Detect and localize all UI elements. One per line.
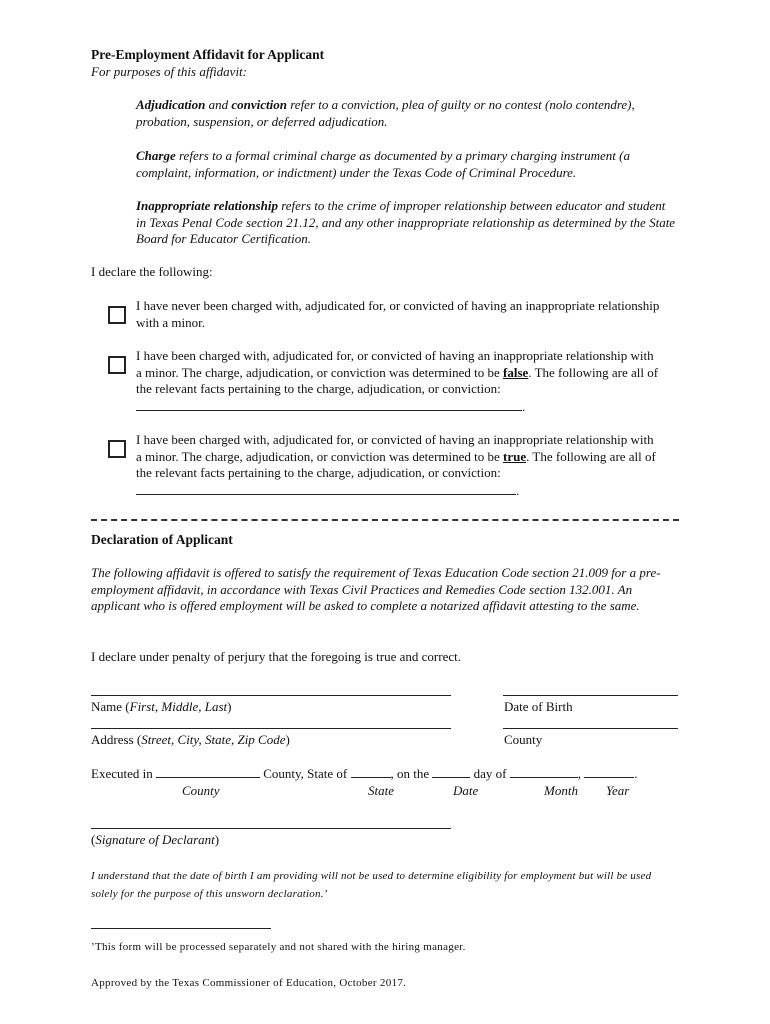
term-charge: Charge — [136, 148, 176, 163]
sub-date-label: Date — [453, 783, 479, 798]
term-conviction: conviction — [231, 97, 287, 112]
facts-field-false[interactable] — [136, 398, 522, 411]
approval-line: Approved by the Texas Commissioner of Education, October 2017. — [91, 977, 407, 989]
declaration-heading: Declaration of Applicant — [91, 532, 233, 547]
checkbox-never-charged[interactable] — [108, 306, 126, 324]
executed-state-field[interactable] — [351, 765, 391, 778]
footnote-rule — [91, 928, 271, 929]
sub-month-label: Month — [544, 783, 578, 798]
checkbox-charged-false[interactable] — [108, 356, 126, 374]
checkbox-charged-true[interactable] — [108, 440, 126, 458]
option-never-charged: I have never been charged with, adjudicated for, or convicted of having an inappropriate relationship with a minor. — [108, 298, 688, 331]
executed-year-field[interactable] — [584, 765, 634, 778]
true-word: true — [503, 448, 527, 464]
name-label: Name (First, Middle, Last) — [91, 699, 232, 714]
executed-county-field[interactable] — [156, 765, 260, 778]
sub-county-label: County — [182, 783, 220, 798]
perjury-statement: I declare under penalty of perjury that the foregoing is true and correct. — [91, 649, 461, 664]
definition-inappropriate-relationship: Inappropriate relationship refers to the crime of improper relationship between educator and student in Texas Penal Code section 21.12, and any other inappropriate relationship as determined by the State Board for Educator Certification. — [136, 198, 676, 246]
county-line[interactable] — [503, 728, 678, 729]
signature-line[interactable] — [91, 828, 451, 829]
false-word: false — [503, 364, 529, 380]
signature-label: (Signature of Declarant) — [91, 832, 220, 847]
dob-line[interactable] — [503, 695, 678, 696]
term-inappropriate-relationship: Inappropriate relationship — [136, 198, 278, 213]
section-divider — [91, 519, 679, 521]
term-adjudication: Adjudication — [136, 97, 206, 112]
dob-label: Date of Birth — [504, 699, 573, 714]
definition-charge: Charge refers to a formal criminal charge as documented by a primary charging instrument (a complaint, information, or indictment) under the Texas Code of Criminal Procedure. — [136, 148, 630, 180]
executed-month-field[interactable] — [510, 765, 578, 778]
option-charged-false: I have been charged with, adjudicated for, or convicted of having an inappropriate relationship with a minor. The charge, adjudication, or conviction was determined to be false. The following are all of the relevant facts pertaining to the charge, adjudication, or conviction: . — [108, 348, 688, 415]
definition-adjudication: Adjudication and conviction refer to a conviction, plea of guilty or no contest (nolo contendre), probation, suspension, or deferred adjudication. — [136, 97, 635, 129]
address-line[interactable] — [91, 728, 451, 729]
executed-line: Executed in County, State of , on the day of , . — [91, 766, 638, 781]
document-title: Pre-Employment Affidavit for Applicant — [91, 47, 325, 62]
name-line[interactable] — [91, 695, 451, 696]
declare-label: I declare the following: — [91, 264, 213, 279]
sub-state-label: State — [368, 783, 394, 798]
footnote: ’This form will be processed separately and not shared with the hiring manager. — [91, 941, 466, 953]
intro-text: For purposes of this affidavit: — [91, 64, 247, 79]
sub-year-label: Year — [606, 783, 630, 798]
facts-field-true[interactable] — [136, 482, 516, 495]
address-label: Address (Street, City, State, Zip Code) — [91, 732, 290, 747]
option-charged-true: I have been charged with, adjudicated for, or convicted of having an inappropriate relationship with a minor. The charge, adjudication, or conviction was determined to be true. The following are all of the relevant facts pertaining to the charge, adjudication, or conviction: . — [108, 432, 688, 499]
county-label: County — [504, 732, 543, 747]
dob-note: I understand that the date of birth I am providing will not be used to determine eligibility for employment but will be used solely for the purpose of this unsworn declaration.’ — [91, 870, 652, 900]
declaration-paragraph: The following affidavit is offered to satisfy the requirement of Texas Education Code section 21.009 for a pre-employment affidavit, in accordance with Texas Civil Practices and Remedies Code section 132.001. An applicant who is offered employment will be asked to complete a notarized affidavit attesting to the same. — [91, 565, 661, 613]
executed-date-field[interactable] — [432, 765, 470, 778]
